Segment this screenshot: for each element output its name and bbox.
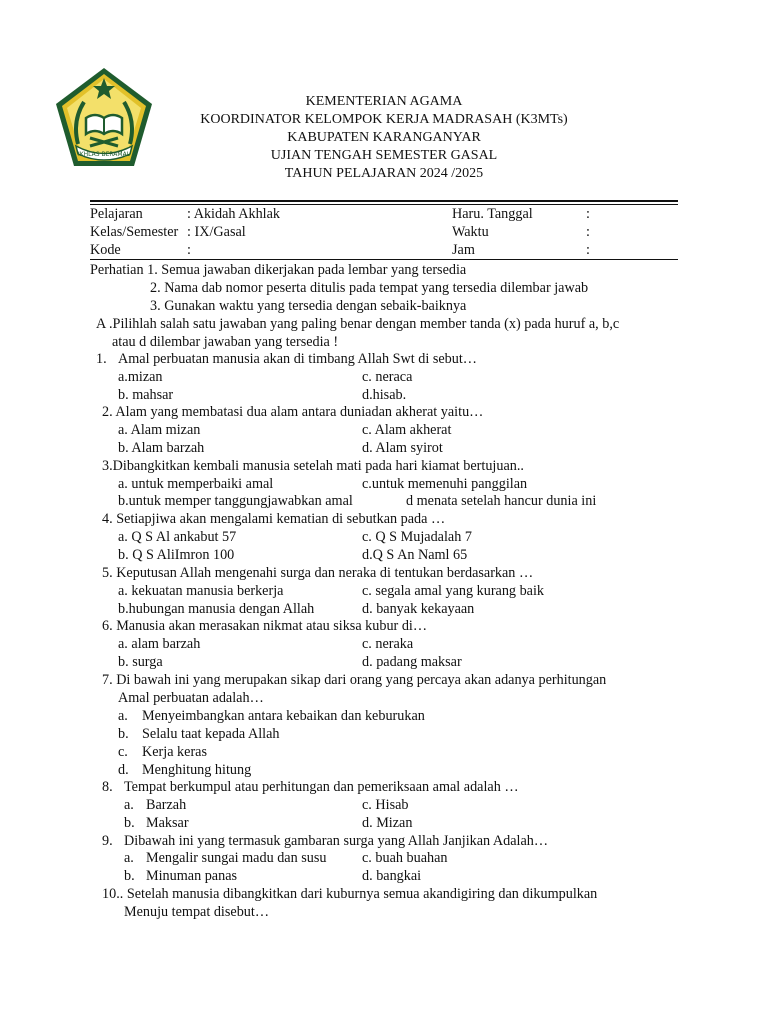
q9-text: Dibawah ini yang termasuk gambaran surga yang Allah Janjikan Adalah… [124, 833, 549, 849]
q7-option-c-letter: c. [118, 744, 128, 760]
q3-option-c: c.untuk memenuhi panggilan [362, 476, 528, 492]
header-line-4: UJIAN TENGAH SEMESTER GASAL [270, 148, 498, 163]
q1-option-b: b. mahsar [118, 387, 174, 403]
kelas-semester-value: : IX/Gasal [187, 224, 246, 240]
q9-option-c: c. buah buahan [362, 850, 448, 866]
header-double-rule-top [90, 200, 678, 202]
q3-text: 3.Dibangkitkan kembali manusia setelah mati pada hari kiamat bertujuan.. [102, 458, 524, 474]
waktu-value: : [586, 224, 590, 240]
q9-option-a-letter: a. [124, 850, 134, 866]
q5-text: 5. Keputusan Allah mengenahi surga dan neraka di tentukan berdasarkan … [102, 565, 534, 581]
info-bottom-rule [90, 259, 678, 260]
q2-option-d: d. Alam syirot [362, 440, 443, 456]
q1-option-c: c. neraca [362, 369, 413, 385]
q5-option-c: c. segala amal yang kurang baik [362, 583, 544, 599]
kode-label: Kode [90, 242, 121, 258]
section-a-instruction-2: atau d dilembar jawaban yang tersedia ! [112, 334, 339, 350]
perhatian-line-2: 2. Nama dab nomor peserta ditulis pada tempat yang tersedia dilembar jawab [150, 280, 589, 296]
q1-text: Amal perbuatan manusia akan di timbang Allah Swt di sebut… [118, 351, 477, 367]
header-line-3: KABUPATEN KARANGANYAR [287, 130, 481, 145]
perhatian-line-3: 3. Gunakan waktu yang tersedia dengan sebaik-baiknya [150, 298, 467, 314]
waktu-label: Waktu [452, 224, 489, 240]
q4-option-d: d.Q S An Naml 65 [362, 547, 468, 563]
q1-option-d: d.hisab. [362, 387, 407, 403]
q7-text: 7. Di bawah ini yang merupakan sikap dari orang yang percaya akan adanya perhitungan [102, 672, 607, 688]
logo-banner-text: IKHLAS BERAMAL [77, 151, 131, 158]
q8-option-b: Maksar [146, 815, 189, 831]
q8-number: 8. [102, 779, 113, 795]
pelajaran-label: Pelajaran [90, 206, 143, 222]
q8-option-d: d. Mizan [362, 815, 413, 831]
q9-number: 9. [102, 833, 113, 849]
jam-value: : [586, 242, 590, 258]
q4-option-a: a. Q S Al ankabut 57 [118, 529, 237, 545]
kelas-semester-label: Kelas/Semester [90, 224, 179, 240]
q7-option-b: Selalu taat kepada Allah [142, 726, 280, 742]
q3-option-a: a. untuk memperbaiki amal [118, 476, 274, 492]
q6-option-d: d. padang maksar [362, 654, 462, 670]
q2-option-a: a. Alam mizan [118, 422, 201, 438]
q5-option-d: d. banyak kekayaan [362, 601, 475, 617]
q9-option-b: Minuman panas [146, 868, 238, 884]
q7-option-d-letter: d. [118, 762, 129, 778]
q7-option-d: Menghitung hitung [142, 762, 252, 778]
q1-number: 1. [96, 351, 107, 367]
q2-option-c: c. Alam akherat [362, 422, 452, 438]
q2-text: 2. Alam yang membatasi dua alam antara duniadan akherat yaitu… [102, 404, 484, 420]
q8-option-c: c. Hisab [362, 797, 409, 813]
q9-option-d: d. bangkai [362, 868, 422, 884]
q4-option-b: b. Q S AliImron 100 [118, 547, 235, 563]
q8-text: Tempat berkumpul atau perhitungan dan pemeriksaan amal adalah … [124, 779, 519, 795]
q7-option-b-letter: b. [118, 726, 129, 742]
q4-text: 4. Setiapjiwa akan mengalami kematian di sebutkan pada … [102, 511, 446, 527]
q9-option-b-letter: b. [124, 868, 135, 884]
q10-text-continued: Menuju tempat disebut… [124, 904, 270, 920]
q3-option-d: d menata setelah hancur dunia ini [406, 493, 597, 509]
q7-option-a: Menyeimbangkan antara kebaikan dan keburukan [142, 708, 425, 724]
q5-option-b: b.hubungan manusia dengan Allah [118, 601, 315, 617]
q7-option-c: Kerja keras [142, 744, 207, 760]
section-a-instruction-1: A .Pilihlah salah satu jawaban yang paling benar dengan member tanda (x) pada huruf a, b,c [96, 316, 620, 332]
q8-option-a: Barzah [146, 797, 187, 813]
header-line-1: KEMENTERIAN AGAMA [305, 94, 463, 109]
q7-option-a-letter: a. [118, 708, 128, 724]
hari-tanggal-label: Haru. Tanggal [452, 206, 533, 222]
q6-text: 6. Manusia akan merasakan nikmat atau siksa kubur di… [102, 618, 428, 634]
kode-value: : [187, 242, 191, 258]
q10-text: 10.. Setelah manusia dibangkitkan dari kuburnya semua akandigiring dan dikumpulkan [102, 886, 598, 902]
jam-label: Jam [452, 242, 475, 258]
q8-option-a-letter: a. [124, 797, 134, 813]
q7-text-continued: Amal perbuatan adalah… [118, 690, 264, 706]
header-line-5: TAHUN PELAJARAN 2024 /2025 [284, 166, 484, 181]
q6-option-a: a. alam barzah [118, 636, 201, 652]
q4-option-c: c. Q S Mujadalah 7 [362, 529, 472, 545]
perhatian-line-1: Perhatian 1. Semua jawaban dikerjakan pada lembar yang tersedia [90, 262, 467, 278]
q6-option-b: b. surga [118, 654, 163, 670]
q5-option-a: a. kekuatan manusia berkerja [118, 583, 284, 599]
hari-tanggal-value: : [586, 206, 590, 222]
q3-option-b: b.untuk memper tanggungjawabkan amal [118, 493, 353, 509]
q9-option-a: Mengalir sungai madu dan susu [146, 850, 327, 866]
q6-option-c: c. neraka [362, 636, 414, 652]
pelajaran-value: : Akidah Akhlak [187, 206, 281, 222]
q2-option-b: b. Alam barzah [118, 440, 205, 456]
header-line-2: KOORDINATOR KELOMPOK KERJA MADRASAH (K3MTs) [200, 112, 568, 127]
q1-option-a: a.mizan [118, 369, 163, 385]
q8-option-b-letter: b. [124, 815, 135, 831]
